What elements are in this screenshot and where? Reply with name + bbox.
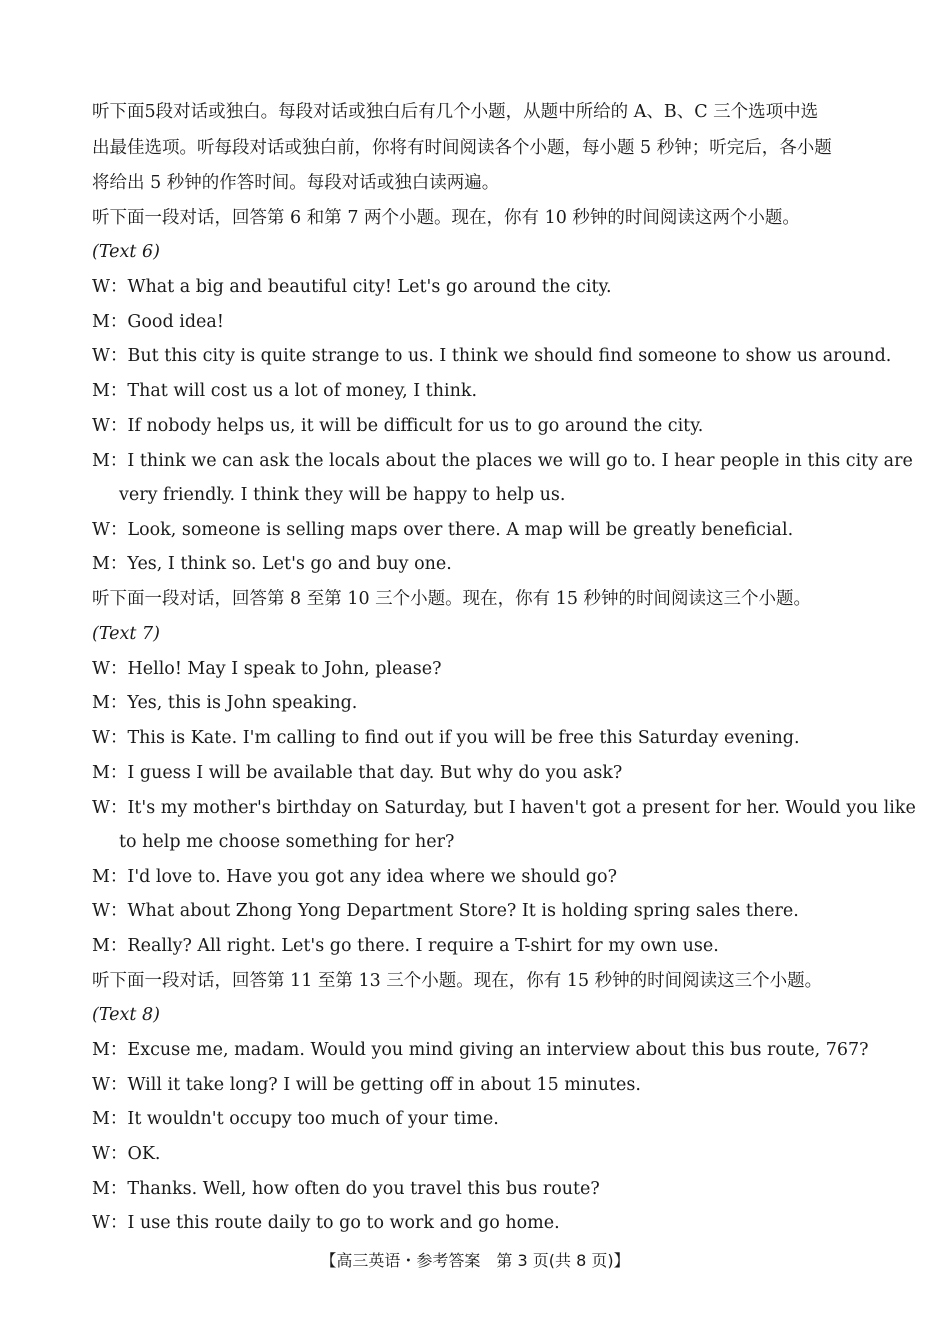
text-label: (Text 7): [92, 624, 160, 644]
dialogue-line: M：It wouldn't occupy too much of your time.: [92, 1109, 499, 1129]
dialogue-line: M：Good idea!: [92, 312, 224, 332]
dialogue-line: M：That will cost us a lot of money, I think.: [92, 381, 478, 401]
section-instruction: 听下面一段对话，回答第 11 至第 13 三个小题。现在，你有 15 秒钟的时间阅读这三个小题。: [92, 971, 823, 991]
text-label: (Text 8): [92, 1005, 160, 1025]
dialogue-line: W：But this city is quite strange to us. I think we should find someone to show us around.: [92, 346, 892, 366]
dialogue-line-continued: very friendly. I think they will be happy to help us.: [119, 485, 566, 505]
dialogue-line: W：I use this route daily to go to work and go home.: [92, 1213, 560, 1233]
dialogue-line: W：If nobody helps us, it will be difficult for us to go around the city.: [92, 416, 704, 436]
dialogue-line: W：What about Zhong Yong Department Store? It is holding spring sales there.: [92, 901, 799, 921]
dialogue-line: M：I think we can ask the locals about the places we will go to. I hear people in this city are: [92, 451, 913, 471]
dialogue-line: M：Thanks. Well, how often do you travel this bus route?: [92, 1179, 600, 1199]
instruction-line: 听下面5段对话或独白。每段对话或独白后有几个小题，从题中所给的 A、B、C 三个选项中选: [92, 102, 819, 122]
dialogue-line: W：Hello! May I speak to John, please?: [92, 659, 442, 679]
instruction-line: 将给出 5 秒钟的作答时间。每段对话或独白读两遍。: [92, 173, 500, 193]
page-footer: 【高三英语・参考答案 第 3 页(共 8 页)】: [320, 1251, 630, 1270]
instruction-line: 出最佳选项。听每段对话或独白前，你将有时间阅读各个小题，每小题 5 秒钟；听完后，各小题: [92, 138, 832, 158]
section-instruction: 听下面一段对话，回答第 6 和第 7 两个小题。现在，你有 10 秒钟的时间阅读这两个小题。: [92, 208, 800, 228]
dialogue-line: M：Really? All right. Let's go there. I require a T-shirt for my own use.: [92, 936, 719, 956]
dialogue-line: W：It's my mother's birthday on Saturday, but I haven't got a present for her. Would you like: [92, 798, 916, 818]
dialogue-line: W：OK.: [92, 1144, 161, 1164]
section-instruction: 听下面一段对话，回答第 8 至第 10 三个小题。现在，你有 15 秒钟的时间阅读这三个小题。: [92, 589, 812, 609]
dialogue-line: M：Excuse me, madam. Would you mind giving an interview about this bus route, 767?: [92, 1040, 869, 1060]
dialogue-line: M：I'd love to. Have you got any idea where we should go?: [92, 867, 617, 887]
dialogue-line: W：What a big and beautiful city! Let's go around the city.: [92, 277, 612, 297]
dialogue-line: M：Yes, I think so. Let's go and buy one.: [92, 554, 452, 574]
dialogue-line: M：I guess I will be available that day. But why do you ask?: [92, 763, 623, 783]
dialogue-line: M：Yes, this is John speaking.: [92, 693, 358, 713]
dialogue-line: W：This is Kate. I'm calling to find out if you will be free this Saturday evening.: [92, 728, 800, 748]
dialogue-line-continued: to help me choose something for her?: [119, 832, 455, 852]
dialogue-line: W：Look, someone is selling maps over there. A map will be greatly beneficial.: [92, 520, 794, 540]
text-label: (Text 6): [92, 242, 160, 262]
dialogue-line: W：Will it take long? I will be getting off in about 15 minutes.: [92, 1075, 641, 1095]
